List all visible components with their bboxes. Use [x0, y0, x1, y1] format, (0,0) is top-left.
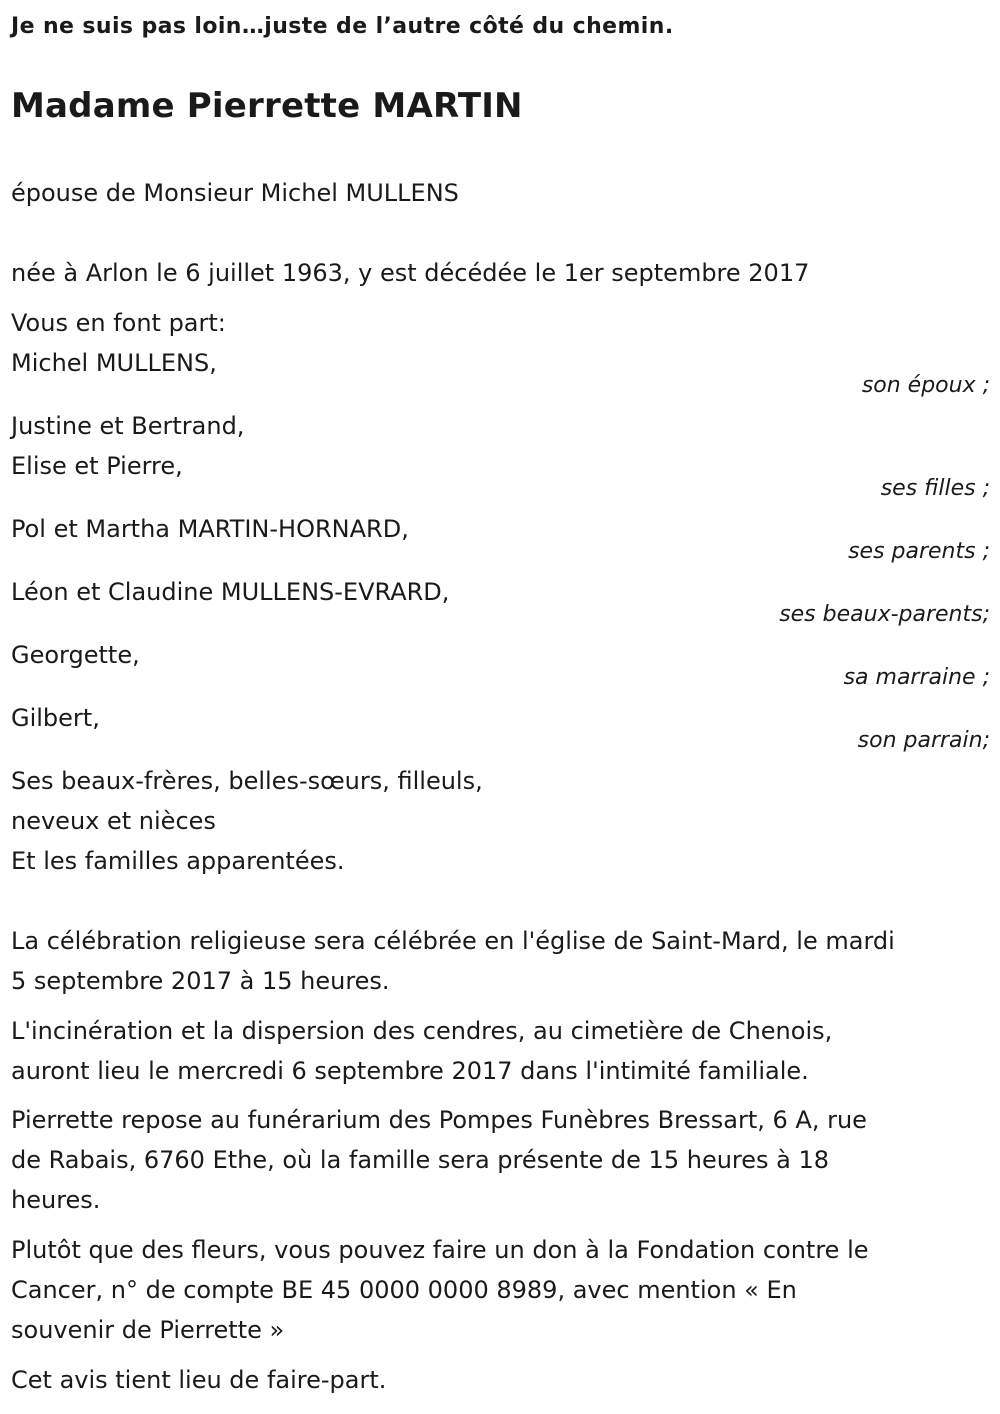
announcers-intro: Vous en font part:	[11, 309, 226, 337]
family-member-name: Pol et Martha MARTIN-HORNARD,	[11, 515, 409, 543]
family-relation: son époux ;	[861, 373, 990, 398]
family-member-name: Justine et Bertrand,	[11, 412, 245, 440]
funeral-home-line: heures.	[11, 1186, 101, 1214]
family-member-name: Gilbert,	[11, 704, 100, 732]
family-member-name: Léon et Claudine MULLENS-EVRARD,	[11, 578, 450, 606]
epigraph: Je ne suis pas loin…juste de l’autre côté du chemin.	[11, 14, 674, 39]
cremation-line: L'incinération et la dispersion des cendres, au cimetière de Chenois,	[11, 1017, 833, 1045]
family-member-name: Georgette,	[11, 641, 140, 669]
extended-family-line: neveux et nièces	[11, 807, 216, 835]
extended-family-line: Et les familles apparentées.	[11, 847, 345, 875]
family-relation: ses beaux-parents;	[779, 602, 990, 627]
ceremony-line: 5 septembre 2017 à 15 heures.	[11, 967, 390, 995]
funeral-home-line: de Rabais, 6760 Ethe, où la famille sera présente de 15 heures à 18	[11, 1146, 830, 1174]
funeral-home-line: Pierrette repose au funérarium des Pompes Funèbres Bressart, 6 A, rue	[11, 1106, 867, 1134]
family-relation: ses parents ;	[848, 539, 990, 564]
family-relation: sa marraine ;	[843, 665, 990, 690]
deceased-name: Madame Pierrette MARTIN	[11, 86, 523, 126]
donation-line: Plutôt que des fleurs, vous pouvez faire un don à la Fondation contre le	[11, 1236, 869, 1264]
ceremony-line: La célébration religieuse sera célébrée en l'église de Saint-Mard, le mardi	[11, 927, 895, 955]
closing-note: Cet avis tient lieu de faire-part.	[11, 1366, 387, 1394]
family-relation: ses filles ;	[880, 476, 990, 501]
birth-death-line: née à Arlon le 6 juillet 1963, y est décédée le 1er septembre 2017	[11, 259, 810, 287]
family-relation: son parrain;	[857, 728, 990, 753]
family-member-name: Elise et Pierre,	[11, 452, 183, 480]
spouse-line: épouse de Monsieur Michel MULLENS	[11, 179, 459, 207]
family-member-name: Michel MULLENS,	[11, 349, 217, 377]
donation-line: souvenir de Pierrette »	[11, 1316, 285, 1344]
cremation-line: auront lieu le mercredi 6 septembre 2017 dans l'intimité familiale.	[11, 1057, 809, 1085]
extended-family-line: Ses beaux-frères, belles-sœurs, filleuls,	[11, 767, 483, 795]
donation-line: Cancer, n° de compte BE 45 0000 0000 8989, avec mention « En	[11, 1276, 797, 1304]
